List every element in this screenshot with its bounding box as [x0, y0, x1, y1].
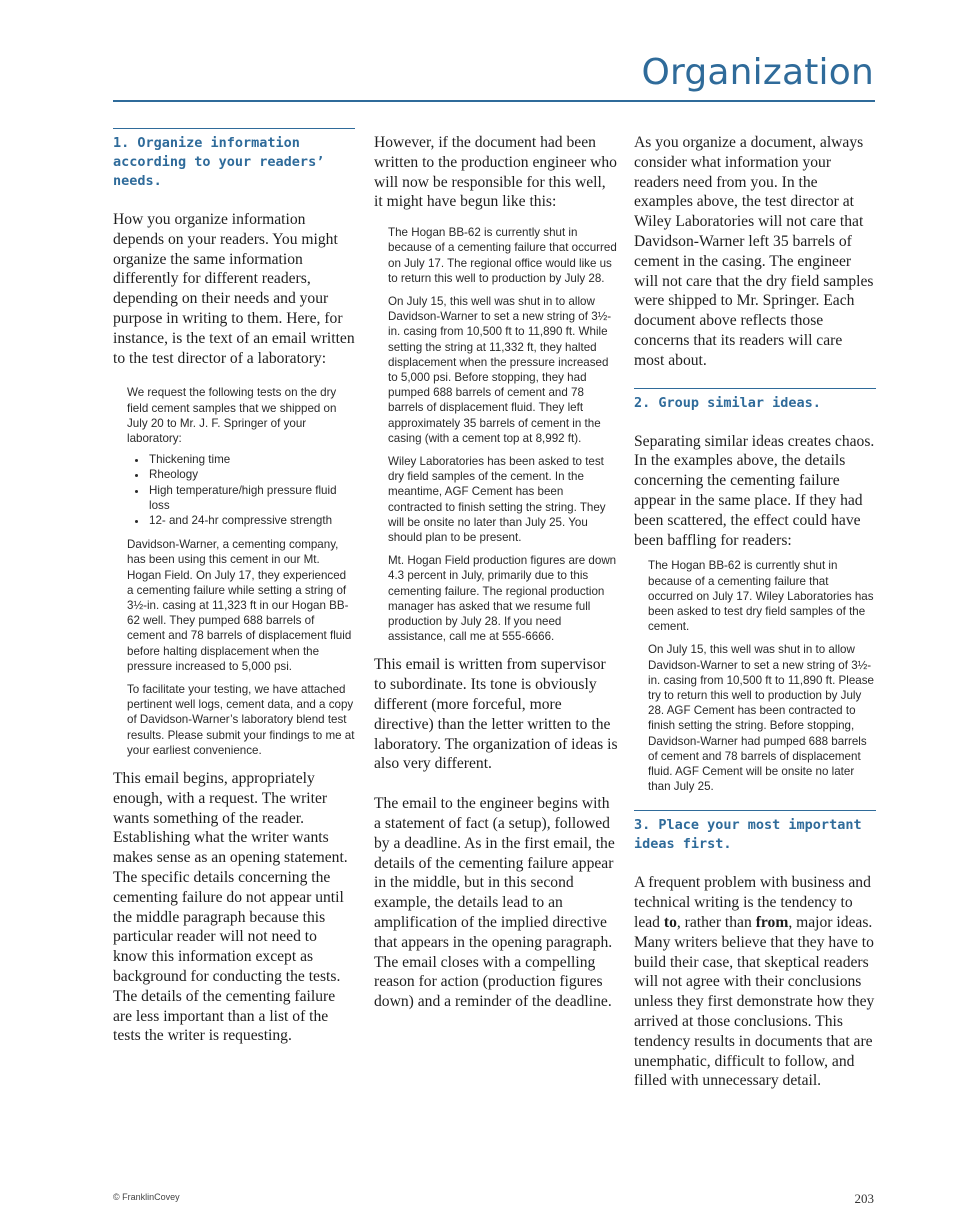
col3-group-paragraph: Separating similar ideas creates chaos. In the examples above, the details concerning the cementing failure appear in the same place. If they had been scattered, the effect could have been baffling for readers: — [634, 432, 875, 549]
col2-tone-paragraph: This email is written from supervisor to subordinate. Its tone is obviously different (more forceful, more directive) than the letter written to the laboratory. The organization of ideas is also very different. — [374, 656, 618, 773]
email3-paragraph-1: The Hogan BB-62 is currently shut in because of a cementing failure that occurred on July 17. Wiley Laboratories has been asked to test dry field samples of the cement. — [648, 559, 874, 634]
title-rule — [113, 100, 875, 102]
emphasis-from: from — [755, 913, 789, 931]
column-3 — [634, 128, 876, 1091]
section-heading-1: 1. Organize information according to your readers’ needs. — [113, 128, 355, 191]
page-title: Organization — [641, 52, 874, 93]
section-heading-3: 3. Place your most important ideas first. — [634, 810, 876, 854]
tests-list — [127, 452, 355, 528]
text-run: , rather than — [676, 913, 756, 931]
col3-intro-paragraph: As you organize a document, always consider what information your readers need from you. In the examples above, the test director at Wiley Laboratories will not care that Davidson-Warner left 35 barrels of cement in the casing. The engineer will not care that the dry field samples were shipped to Mr. Springer. Each document above reflects those concerns that its readers will care most about. — [634, 134, 874, 369]
email2-paragraph-1: The Hogan BB-62 is currently shut in because of a cementing failure that occurred on July 17. The regional office would like us to return this well to production by July 28. — [388, 226, 617, 285]
email1-paragraph-1: We request the following tests on the dry field cement samples that we shipped on July 20 to Mr. J. F. Springer of your laboratory: — [127, 386, 337, 445]
email2-paragraph-4: Mt. Hogan Field production figures are down 4.3 percent in July, primarily due to this cementing failure. The regional production manager has asked that we resume full production by July 28. If you need assistance, call me at 555-6666. — [388, 554, 617, 644]
list-item: • Thickening time — [148, 452, 355, 467]
email-to-engineer — [374, 225, 618, 644]
list-item: • 12- and 24-hr compressive strength — [148, 513, 355, 528]
scattered-email-example — [634, 558, 876, 794]
email2-paragraph-3: Wiley Laboratories has been asked to test dry field samples of the cement. In the meantime, AGF Cement has been contracted to finish setting the string. They will be onsite no later than July 25. You should plan to be present. — [388, 455, 606, 545]
col1-intro-paragraph: How you organize information depends on your readers. You might organize the same information differently for different readers, depending on their needs and your purpose in writing to them. Here, for instance, is the text of an email written to the test director of a laboratory: — [113, 211, 355, 367]
page-number: 203 — [854, 1191, 874, 1206]
emphasis-to: to — [663, 913, 677, 931]
list-item: • Rheology — [148, 467, 355, 482]
column-1 — [113, 128, 355, 1046]
column-2 — [374, 128, 618, 1012]
col2-intro-paragraph: However, if the document had been written to the production engineer who will now be responsible for this well, it might have begun like this: — [374, 134, 617, 211]
footer-copyright: © FranklinCovey — [113, 1192, 180, 1202]
email-to-laboratory — [113, 385, 355, 758]
col1-analysis-paragraph: This email begins, appropriately enough, with a request. The writer wants something of the reader. Establishing what the writer wants makes sense as an opening statement. The specific details concerning the cementing failure do not appear until the middle paragraph because this particular reader will not need to know this information except as background for conducting the tests. The details of the cementing failure are less important than a list of the tests the writer is requesting. — [113, 770, 348, 1045]
email2-paragraph-2: On July 15, this well was shut in to allow Davidson-Warner to set a new string of 3½-in. casing from 10,500 ft to 11,890 ft. While setting the string at 11,332 ft, they halted displacement when the pressure increased to 5,000 psi. Before stopping, they had pumped 688 barrels of cement and 78 barrels of displacement fluid. They left approximately 35 barrels of cement in the casing (with a cement top at 8,992 ft). — [388, 295, 612, 445]
col3-place-paragraph — [634, 873, 876, 1091]
email1-paragraph-3: To facilitate your testing, we have attached pertinent well logs, cement data, and a copy of Davidson-Warner’s laboratory blend test results. Please submit your findings to me at your earliest convenience. — [127, 683, 355, 757]
list-item: • High temperature/high pressure fluid loss — [148, 483, 355, 513]
text-run: A frequent problem with business and technical writing is the tendency to lead — [634, 874, 871, 931]
col2-structure-paragraph: The email to the engineer begins with a statement of fact (a setup), followed by a deadline. As in the first email, the details of the cementing failure appear in the middle, but in this second example, the details lead to an amplification of the implied directive that appears in the opening paragraph. The email closes with a compelling reason for action (production figures down) and a reminder of the deadline. — [374, 795, 615, 1011]
text-run: , major ideas. Many writers believe that they have to build their case, that skeptical readers will not agree with their conclusions unless they first demonstrate how they arrived at those conclusions. This tendency results in documents that are unemphatic, difficult to follow, and filled with unnecessary detail. — [634, 913, 875, 1090]
email3-paragraph-2: On July 15, this well was shut in to allow Davidson-Warner to set a new string of 3½-in. casing from 10,500 ft to 11,890 ft. Please try to return this well to production by July 28. AGF Cement has been contracted to finish setting the string. Before stopping, Davidson-Warner had pumped 688 barrels of cement and 78 barrels of displacement fluid. AGF Cement will be onsite no later than July 25. — [648, 643, 874, 794]
section-heading-2: 2. Group similar ideas. — [634, 388, 876, 413]
email1-paragraph-2: Davidson-Warner, a cementing company, has been using this cement in our Mt. Hogan Field. On July 17, they experienced a cementing failure while setting a string of 3½-in. casing at 11,323 ft in our Hogan BB-62 well. They pumped 688 barrels of cement and 78 barrels of displacement fluid before halting displacement when the pressure increased to 5,000 psi. — [127, 538, 352, 673]
